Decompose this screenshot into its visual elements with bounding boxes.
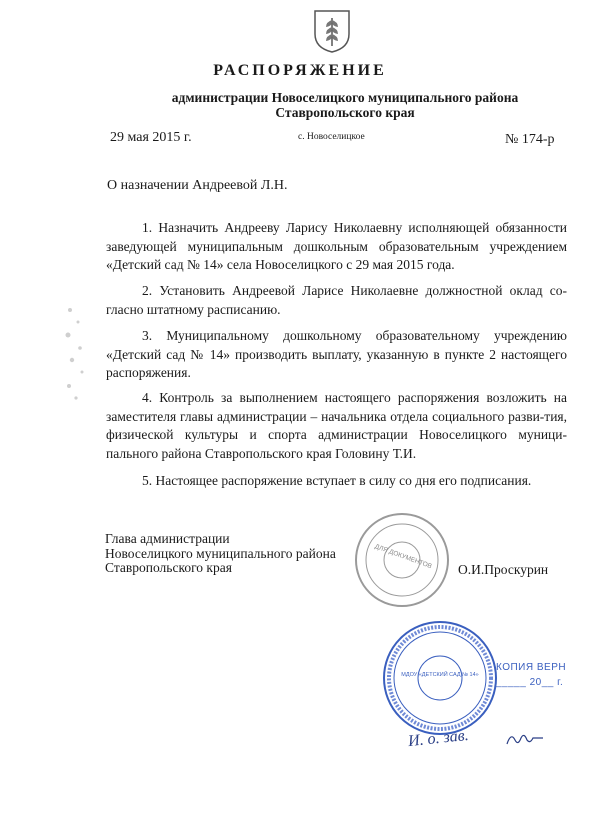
paragraph-2-text: 2. Установить Андреевой Ларисе Николаевне должностной оклад со-гласно штатному расписанию. (106, 283, 567, 317)
signatory-line-2: Новоселицкого муниципального района (105, 545, 336, 561)
signatory-position (105, 532, 336, 576)
paragraph-1 (106, 219, 567, 275)
document-date: 29 мая 2015 г. (110, 130, 192, 145)
seal-center-text: МДОУ «ДЕТСКИЙ САД № 14» (401, 672, 479, 678)
copy-date-line: _____ 20__ г. (496, 677, 564, 688)
issuer (150, 90, 540, 120)
paragraph-3 (106, 327, 567, 383)
signatory-line-3: Ставропольского края (105, 560, 232, 575)
paragraph-2 (106, 282, 567, 319)
round-seal (380, 618, 500, 738)
handwritten-note: И. о. зав. (407, 726, 470, 751)
paragraph-4-text: 4. Контроль за выполнением настоящего распоряжения возложить на заместителя главы администрации – начальника отдела социального разви-тия, физической культуры и спорта администрации Новоселицкого муници-пального района Ставропольского края Головину Т.И. (106, 390, 567, 461)
grey-stamp-text: ДЛЯ ДОКУМЕНТОВ (373, 543, 433, 571)
issuer-line-2: Ставропольского края (275, 105, 415, 120)
signer-name: О.И.Проскурин (458, 562, 549, 577)
document-heading: РАСПОРЯЖЕНИЕ (213, 62, 387, 79)
coat-of-arms-icon (312, 8, 352, 54)
grey-stamp (352, 510, 452, 610)
copy-certified-stamp (496, 662, 600, 688)
signatory-line-1: Глава администрации (105, 531, 230, 546)
paragraph-3-text: 3. Муниципальному дошкольному образовательному учреждению «Детский сад № 14» производить выплату, указанную в пункте 2 настоящего распоряжения. (106, 328, 567, 380)
document-number: № 174-р (505, 132, 555, 147)
handwritten-signature (505, 730, 545, 750)
issuer-line-1: администрации Новоселицкого муниципального района (171, 90, 519, 105)
paragraph-4 (106, 389, 567, 463)
scan-smudge (60, 300, 90, 410)
paragraph-5 (106, 472, 567, 491)
paragraph-5-text: 5. Настоящее распоряжение вступает в силу со дня его подписания. (142, 473, 532, 488)
document-place: с. Новоселицкое (298, 132, 365, 142)
paragraph-1-text: 1. Назначить Андрееву Ларису Николаевну исполняющей обязанности заведующей муниципальным дошкольным образовательным учреждением «Детский сад № 14» села Новоселицкого с 29 мая 2015 года. (106, 220, 567, 272)
document-subject: О назначении Андреевой Л.Н. (107, 178, 288, 193)
copy-label: КОПИЯ ВЕРН (496, 662, 567, 673)
